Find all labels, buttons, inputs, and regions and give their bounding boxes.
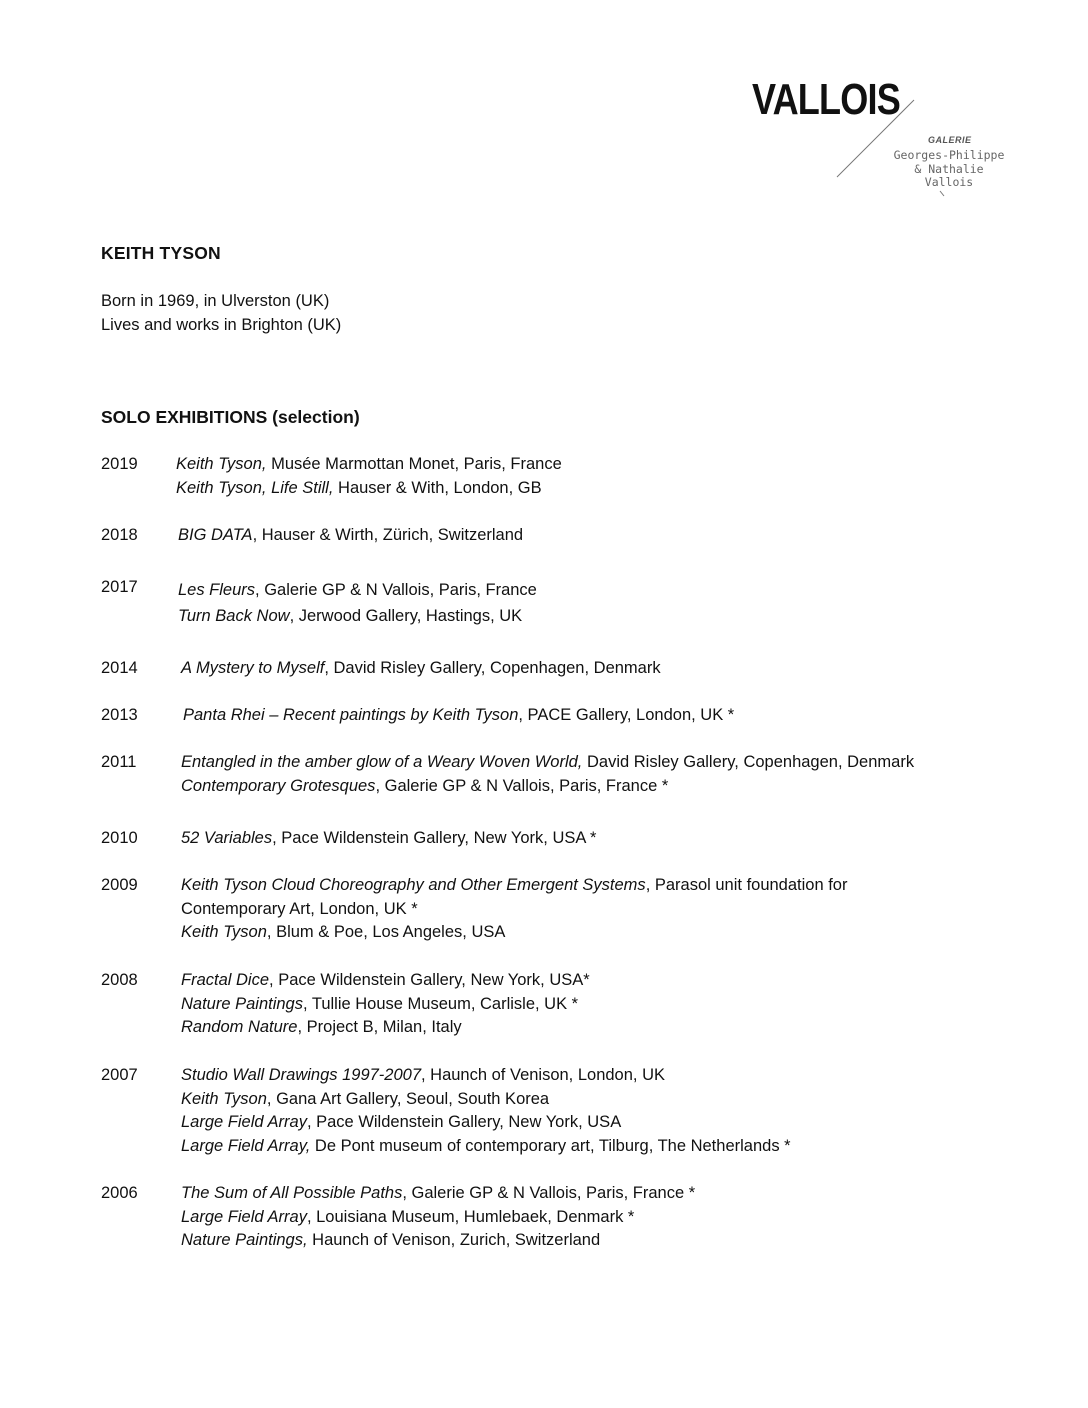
year-2006: 2006 [101, 1184, 138, 1202]
exhibition-entry: Random Nature, Project B, Milan, Italy [181, 1018, 462, 1036]
year-2008-entries [181, 969, 590, 1040]
logo-gallery-name-line-1: Georges-Philippe [893, 148, 1005, 162]
exhibition-entry: Keith Tyson, Life Still, Hauser & With, London, GB [176, 478, 542, 497]
exhibition-entry: Keith Tyson, Musée Marmottan Monet, Paris, France [176, 455, 562, 473]
logo-gallery-name-line-2: & Nathalie [914, 162, 984, 176]
exhibition-entry: Entangled in the amber glow of a Weary Woven World, David Risley Gallery, Copenhagen, Denmark [181, 753, 915, 771]
exhibition-entry: Keith Tyson Cloud Choreography and Other Emergent Systems, Parasol unit foundation for Contemporary Art, London, UK * [181, 876, 848, 918]
year-2013-entries [183, 704, 734, 728]
exhibition-entry: Nature Paintings, Haunch of Venison, Zurich, Switzerland [181, 1231, 601, 1249]
exhibition-entry: A Mystery to Myself, David Risley Gallery, Copenhagen, Denmark [181, 659, 661, 677]
exhibition-entry: Nature Paintings, Tullie House Museum, Carlisle, UK * [181, 994, 579, 1013]
logo-wordmark: VALLOIS [752, 75, 900, 124]
year-2010: 2010 [101, 829, 138, 847]
exhibition-entry: Large Field Array, Pace Wildenstein Gallery, New York, USA [181, 1113, 622, 1131]
year-2017-entries [178, 576, 537, 629]
logo-galerie-label: GALERIE [928, 135, 972, 145]
year-2018: 2018 [101, 526, 138, 544]
artist-name: KEITH TYSON [101, 243, 221, 263]
solo-exhibitions-heading: SOLO EXHIBITIONS (selection) [101, 407, 360, 427]
year-2009: 2009 [101, 876, 138, 894]
exhibition-entry: Les Fleurs, Galerie GP & N Vallois, Paris, France [178, 581, 537, 599]
year-2019: 2019 [101, 455, 138, 473]
year-2010-entries [181, 827, 596, 851]
exhibition-entry: BIG DATA, Hauser & Wirth, Zürich, Switzerland [178, 526, 524, 544]
exhibition-entry: Large Field Array, Louisiana Museum, Humlebaek, Denmark * [181, 1207, 635, 1226]
exhibition-entry: Large Field Array, De Pont museum of contemporary art, Tilburg, The Netherlands * [181, 1136, 791, 1155]
year-2013: 2013 [101, 706, 138, 724]
exhibition-entry: 52 Variables, Pace Wildenstein Gallery, New York, USA * [181, 829, 597, 847]
exhibition-entry: The Sum of All Possible Paths, Galerie GP & N Vallois, Paris, France * [181, 1184, 696, 1202]
artist-residence: Lives and works in Brighton (UK) [101, 316, 342, 334]
year-2007-entries [181, 1064, 791, 1158]
exhibition-entry: Contemporary Grotesques, Galerie GP & N Vallois, Paris, France * [181, 776, 669, 795]
year-2011: 2011 [101, 753, 137, 771]
exhibition-entry: Keith Tyson, Gana Art Gallery, Seoul, South Korea [181, 1089, 550, 1108]
year-2018-entries [178, 524, 523, 548]
artist-birth: Born in 1969, in Ulverston (UK) [101, 292, 330, 310]
year-2014-entries [181, 657, 661, 681]
exhibition-entry: Keith Tyson, Blum & Poe, Los Angeles, USA [181, 923, 506, 941]
year-2006-entries [181, 1182, 695, 1253]
exhibition-entry: Panta Rhei – Recent paintings by Keith Tyson, PACE Gallery, London, UK * [183, 706, 735, 724]
year-2009-entries [181, 874, 941, 945]
exhibition-entry: Fractal Dice, Pace Wildenstein Gallery, New York, USA* [181, 971, 590, 989]
logo-gallery-name-line-3: Vallois [924, 175, 974, 189]
exhibition-entry: Turn Back Now, Jerwood Gallery, Hastings, UK [178, 607, 523, 625]
year-2014: 2014 [101, 659, 138, 677]
year-2019-entries [176, 453, 562, 500]
artist-bio [101, 289, 341, 337]
exhibition-entry: Studio Wall Drawings 1997-2007, Haunch of Venison, London, UK [181, 1066, 666, 1084]
year-2008: 2008 [101, 971, 138, 989]
year-2011-entries [181, 751, 914, 798]
year-2017: 2017 [101, 578, 138, 596]
year-2007: 2007 [101, 1066, 138, 1084]
